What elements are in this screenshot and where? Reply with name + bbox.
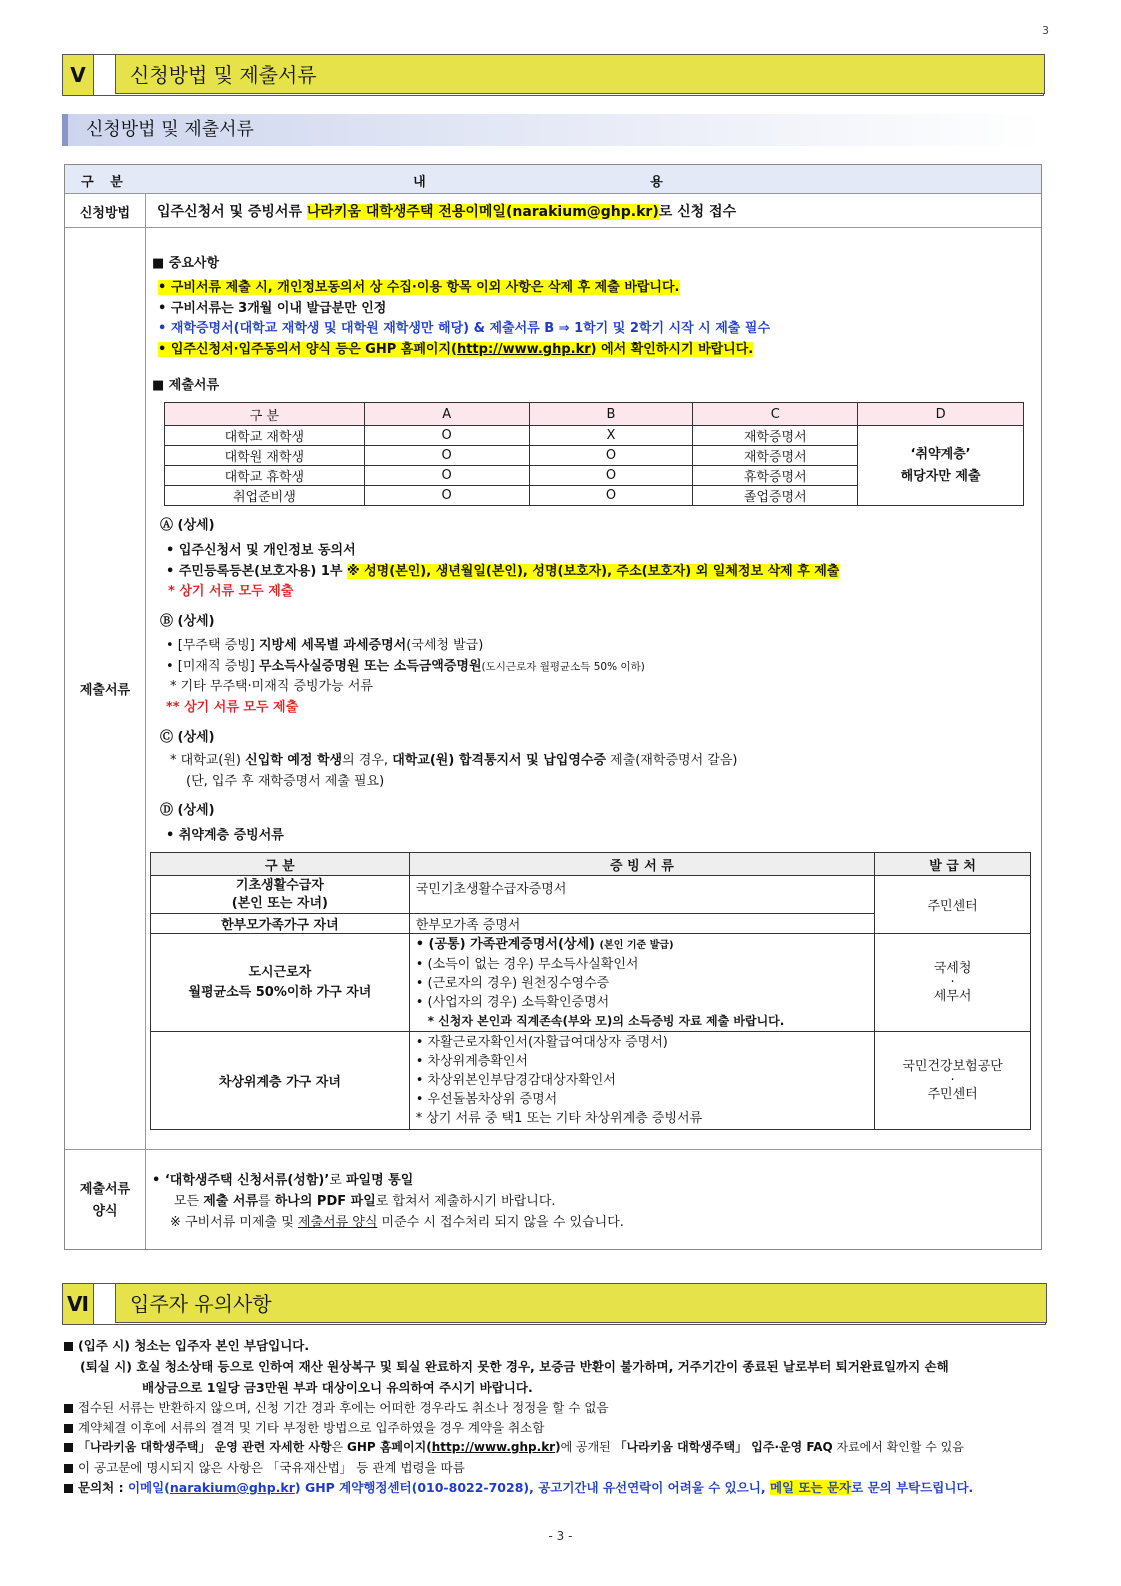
format-item-1-b: 로 xyxy=(329,1173,346,1188)
b-item-1-a: • [무주택 증빙] xyxy=(166,638,259,653)
vuln-issuer-line: 세무서 xyxy=(933,988,972,1004)
vuln-header: 구 분 xyxy=(151,853,410,876)
note-2: (퇴실 시) 호실 청소상태 등으로 인하여 재산 원상복구 및 퇴실 완료하지 못한 경우, 보증금 반환이 불가하며, 거주기간이 종료된 날로부터 퇴거완료일까지 손해 xyxy=(80,1359,949,1374)
table-row xyxy=(151,876,1031,914)
vuln-header-row xyxy=(151,853,1031,876)
format-item-3-a: ※ 구비서류 미제출 및 xyxy=(170,1215,298,1230)
c-item-2: (단, 입주 후 재학증명서 제출 필요) xyxy=(186,774,385,789)
section-number: Ⅵ xyxy=(63,1284,94,1324)
docs-title: ■ 제출서류 xyxy=(152,378,220,393)
b-item-1 xyxy=(166,634,483,653)
format-item-1-a: • ‘대학생주택 신청서류(성함)’ xyxy=(152,1173,330,1188)
vuln-doc-item: • (소득이 없는 경우) 무소득사실확인서 xyxy=(415,956,639,972)
section-title: 신청방법 및 제출서류 xyxy=(115,54,1045,94)
ghp-homepage-link[interactable]: http://www.ghp.kr xyxy=(456,342,591,357)
format-item-2-a: 모든 xyxy=(174,1194,204,1209)
vuln-division xyxy=(151,934,410,1032)
square-bullet-icon xyxy=(64,1464,73,1473)
matrix-cell: O xyxy=(364,486,529,506)
important-title: ■ 중요사항 xyxy=(152,256,220,271)
vuln-doc-item: • 자활근로자확인서(자활급여대상자 증명서) xyxy=(415,1035,668,1050)
note-4-text: 접수된 서류는 반환하지 않으며, 신청 기간 경과 후에는 어떠한 경우라도 취소나 정정을 할 수 없음 xyxy=(78,1400,609,1415)
format-item-3-c: 미준수 시 접수처리 되지 않을 수 있습니다. xyxy=(377,1215,624,1230)
matrix-cell: 재학증명서 xyxy=(693,426,858,446)
square-bullet-icon xyxy=(64,1424,73,1433)
matrix-cell: O xyxy=(529,466,693,486)
c-item-1-c: 의 경우, xyxy=(342,753,393,768)
a-item-1: • 입주신청서 및 개인정보 동의서 xyxy=(166,543,356,558)
table-row-apply xyxy=(65,193,1041,228)
matrix-header-row xyxy=(165,403,1024,426)
vuln-division: 한부모가족가구 자녀 xyxy=(151,914,410,934)
a-note: * 상기 서류 모두 제출 xyxy=(168,584,294,599)
sub-title: 신청방법 및 제출서류 xyxy=(62,114,1042,146)
apply-email-highlight: 나라키움 대학생주택 전용이메일(narakium@ghp.kr) xyxy=(306,204,659,220)
important-item-1-text: • 구비서류 제출 시, 개인정보동의서 상 수집·이용 항목 이외 사항은 삭제 후 제출 바랍니다. xyxy=(158,280,680,295)
vuln-issuer xyxy=(875,934,1031,1032)
note-6 xyxy=(64,1438,964,1455)
note-5 xyxy=(64,1418,544,1436)
row-label-format xyxy=(65,1179,145,1223)
vuln-doc-item-b: (본인 기준 발급) xyxy=(599,939,674,951)
d-line-1: ‘취약계층’ xyxy=(910,446,971,462)
matrix-cell: O xyxy=(529,486,693,506)
note-8-contact xyxy=(64,1478,973,1496)
vuln-issuer xyxy=(875,1032,1031,1130)
vuln-doc-list xyxy=(409,1032,874,1130)
a-item-2-text: • 주민등록등본(보호자용) 1부 xyxy=(166,564,347,579)
apply-text-b: 로 신청 접수 xyxy=(658,204,737,220)
c-item-1-d: 대학교(원) 합격통지서 및 납입영수증 xyxy=(392,753,607,768)
b-item-2 xyxy=(166,655,645,674)
page-number-bottom: - 3 - xyxy=(548,1529,573,1543)
table-header-row xyxy=(65,165,1041,194)
b-item-2-c: (도시근로자 월평균소득 50% 이하) xyxy=(481,661,645,673)
vuln-division-line: 월평균소득 50%이하 가구 자녀 xyxy=(188,984,372,1000)
note-6-b: 은 xyxy=(331,1440,347,1454)
format-item-3-b: 제출서류 양식 xyxy=(297,1215,378,1230)
matrix-cell: 재학증명서 xyxy=(693,446,858,466)
vuln-issuer-dot: · xyxy=(950,1072,955,1088)
format-item-1 xyxy=(152,1169,413,1188)
square-bullet-icon xyxy=(64,1443,73,1452)
note-3: 배상금으로 1일당 금3만원 부과 대상이오니 유의하여 주시기 바랍니다. xyxy=(142,1380,533,1395)
vuln-division xyxy=(151,876,410,914)
vuln-issuer-line: 국세청 xyxy=(933,960,972,976)
note-7 xyxy=(64,1458,465,1476)
vuln-header: 발 급 처 xyxy=(875,853,1031,876)
vuln-division-line: 기초생활수급자 xyxy=(235,877,324,893)
b-item-2-b: 무소득사실증명원 또는 소득금액증명원 xyxy=(259,659,482,674)
matrix-cell: 대학교 휴학생 xyxy=(165,466,365,486)
matrix-cell: O xyxy=(364,426,529,446)
matrix-cell: 졸업증명서 xyxy=(693,486,858,506)
vuln-header: 증 빙 서 류 xyxy=(409,853,874,876)
table-row xyxy=(151,934,1031,1032)
b-note: ** 상기 서류 모두 제출 xyxy=(166,700,299,715)
section-title: 입주자 유의사항 xyxy=(115,1283,1047,1323)
a-item-2-highlight: ※ 성명(본인), 생년월일(본인), 성명(보호자), 주소(보호자) 외 일체정보 삭제 후 제출 xyxy=(346,564,840,579)
important-item-4 xyxy=(158,338,753,357)
vuln-doc-note: * 신청자 본인과 직계존속(부와 모)의 소득증빙 자료 제출 바랍니다. xyxy=(427,1013,785,1028)
note-8-b: 이메일( xyxy=(127,1480,170,1495)
contact-email-link[interactable]: narakium@ghp.kr xyxy=(169,1480,295,1495)
important-item-1 xyxy=(158,276,680,295)
c-item-1-e: 제출(재학증명서 갈음) xyxy=(606,753,738,768)
note-6-a: 「나라키움 대학생주택」 운영 관련 자세한 사항 xyxy=(78,1440,332,1454)
note-8-c: ) GHP 계약행정센터(010-8022-7028), 공고기간내 유선연락이 어려울 수 있으니, xyxy=(294,1480,770,1495)
documents-matrix-table xyxy=(164,402,1024,506)
matrix-cell: O xyxy=(364,466,529,486)
note-7-text: 이 공고문에 명시되지 않은 사항은 「국유재산법」 등 관계 법령을 따름 xyxy=(78,1460,465,1475)
c-detail-title: Ⓒ (상세) xyxy=(160,730,215,745)
vuln-doc-item: • (사업자의 경우) 소득확인증명서 xyxy=(415,994,610,1010)
matrix-header: 구 분 xyxy=(165,403,365,426)
vuln-division-line: 도시근로자 xyxy=(248,964,312,980)
a-detail-title: Ⓐ (상세) xyxy=(160,518,215,533)
matrix-cell: O xyxy=(529,446,693,466)
vuln-doc-list xyxy=(409,934,874,1032)
note-6-f: 「나라키움 대학생주택」 입주·운영 FAQ xyxy=(614,1440,833,1454)
format-item-1-c: 파일명 통일 xyxy=(345,1173,414,1188)
important-item-4-a: • 입주신청서·입주동의서 양식 등은 GHP 홈페이지( xyxy=(158,342,457,357)
note-4 xyxy=(64,1398,609,1416)
header-content: 내 용 xyxy=(413,175,773,190)
note-5-text: 계약체결 이후에 서류의 결격 및 기타 부정한 방법으로 입주하였을 경우 계약을 취소함 xyxy=(78,1420,545,1435)
format-label-1: 제출서류 xyxy=(79,1182,131,1197)
format-item-2-c: 를 xyxy=(258,1194,275,1209)
matrix-header: D xyxy=(858,403,1024,426)
note-8-a: 문의처 : xyxy=(78,1480,128,1495)
table-row xyxy=(151,1032,1031,1130)
note-6-e: 에 공개된 xyxy=(560,1440,615,1454)
b-item-1-c: (국세청 발급) xyxy=(406,638,484,653)
format-item-2 xyxy=(174,1190,556,1209)
square-bullet-icon xyxy=(64,1404,73,1413)
d-line-2: 해당자만 제출 xyxy=(900,468,981,484)
vuln-doc-note: * 상기 서류 중 택1 또는 기타 차상위계층 증빙서류 xyxy=(415,1111,703,1126)
apply-method-text xyxy=(157,201,736,221)
d-detail-title: Ⓓ (상세) xyxy=(160,803,215,818)
format-label-2: 양식 xyxy=(92,1204,118,1219)
page-number-top: 3 xyxy=(1042,24,1049,37)
apply-text-a: 입주신청서 및 증빙서류 xyxy=(157,204,307,220)
c-item-1 xyxy=(170,749,737,768)
format-item-2-d: 하나의 PDF 파일 xyxy=(274,1194,376,1209)
vuln-doc-item: • 차상위계층확인서 xyxy=(415,1054,528,1069)
format-item-3 xyxy=(170,1211,624,1230)
matrix-cell: 취업준비생 xyxy=(165,486,365,506)
matrix-cell: 대학교 재학생 xyxy=(165,426,365,446)
vuln-issuer-line: 주민센터 xyxy=(927,1086,978,1102)
format-item-2-e: 로 합쳐서 제출하시기 바랍니다. xyxy=(375,1194,556,1209)
matrix-cell: 대학원 재학생 xyxy=(165,446,365,466)
format-item-2-b: 제출 서류 xyxy=(203,1194,259,1209)
note-1-text: (입주 시) 청소는 입주자 본인 부담입니다. xyxy=(78,1338,310,1353)
b-item-3: * 기타 무주택·미재직 증빙가능 서류 xyxy=(170,679,373,694)
note-8-highlight: 메일 또는 문자 xyxy=(769,1480,852,1495)
note-8-d: 로 문의 부탁드립니다. xyxy=(851,1480,974,1495)
section-number: Ⅴ xyxy=(63,55,94,95)
vuln-division-line: (본인 또는 자녀) xyxy=(231,895,328,911)
vuln-doc-item-a: • (공통) 가족관계증명서(상세) xyxy=(415,936,600,952)
matrix-header: C xyxy=(693,403,858,426)
matrix-d-cell xyxy=(858,426,1024,506)
a-item-2 xyxy=(166,560,839,579)
row-label-apply-method: 신청방법 xyxy=(79,206,131,221)
c-item-1-a: * 대학교(원) xyxy=(170,753,246,768)
important-item-3: • 재학증명서(대학교 재학생 및 대학원 재학생만 해당) & 제출서류 B ⇒ 1학기 및 2학기 시작 시 제출 필수 xyxy=(158,321,771,336)
vuln-doc-item: • 차상위본인부담경감대상자확인서 xyxy=(415,1073,616,1088)
section-header-6 xyxy=(62,1283,1046,1325)
matrix-header: A xyxy=(364,403,529,426)
vuln-issuer: 주민센터 xyxy=(875,876,1031,934)
section-header-5 xyxy=(62,54,1044,96)
vuln-doc-item: • 우선돌봄차상위 증명서 xyxy=(415,1092,558,1107)
note-1 xyxy=(64,1336,309,1354)
c-item-1-b: 신입학 예정 학생 xyxy=(245,753,343,768)
matrix-cell: X xyxy=(529,426,693,446)
matrix-header: B xyxy=(529,403,693,426)
vuln-issuer-line: 국민건강보험공단 xyxy=(902,1058,1003,1074)
matrix-cell: 휴학증명서 xyxy=(693,466,858,486)
vuln-doc: 국민기초생활수급자증명서 xyxy=(409,876,874,914)
vuln-doc-item xyxy=(416,935,868,955)
vuln-issuer-dot: · xyxy=(950,974,955,990)
important-item-4-b: ) 에서 확인하시기 바랍니다. xyxy=(590,342,754,357)
vuln-doc: 한부모가족 증명서 xyxy=(409,914,874,934)
table-row xyxy=(165,426,1024,446)
vuln-doc-item: • (근로자의 경우) 원천징수영수증 xyxy=(415,975,610,991)
d-item-1: • 취약계층 증빙서류 xyxy=(166,828,284,843)
vuln-division: 차상위계층 가구 자녀 xyxy=(151,1032,410,1130)
row-label-documents: 제출서류 xyxy=(79,683,131,698)
b-item-1-b: 지방세 세목별 과세증명서 xyxy=(259,638,407,653)
square-bullet-icon xyxy=(64,1342,73,1351)
b-item-2-a: • [미재직 증빙] xyxy=(166,659,259,674)
square-bullet-icon xyxy=(64,1484,73,1493)
vulnerable-docs-table xyxy=(150,852,1031,1130)
header-division: 구 분 xyxy=(81,175,129,190)
b-detail-title: Ⓑ (상세) xyxy=(160,614,215,629)
matrix-cell: O xyxy=(364,446,529,466)
note-6-g: 자료에서 확인할 수 있음 xyxy=(832,1440,964,1454)
note-6-d: ) xyxy=(555,1440,561,1454)
note-6-homepage-link[interactable]: http://www.ghp.kr xyxy=(431,1440,556,1454)
note-6-c: GHP 홈페이지( xyxy=(346,1440,432,1454)
important-item-2: • 구비서류는 3개월 이내 발급분만 인정 xyxy=(158,301,387,316)
